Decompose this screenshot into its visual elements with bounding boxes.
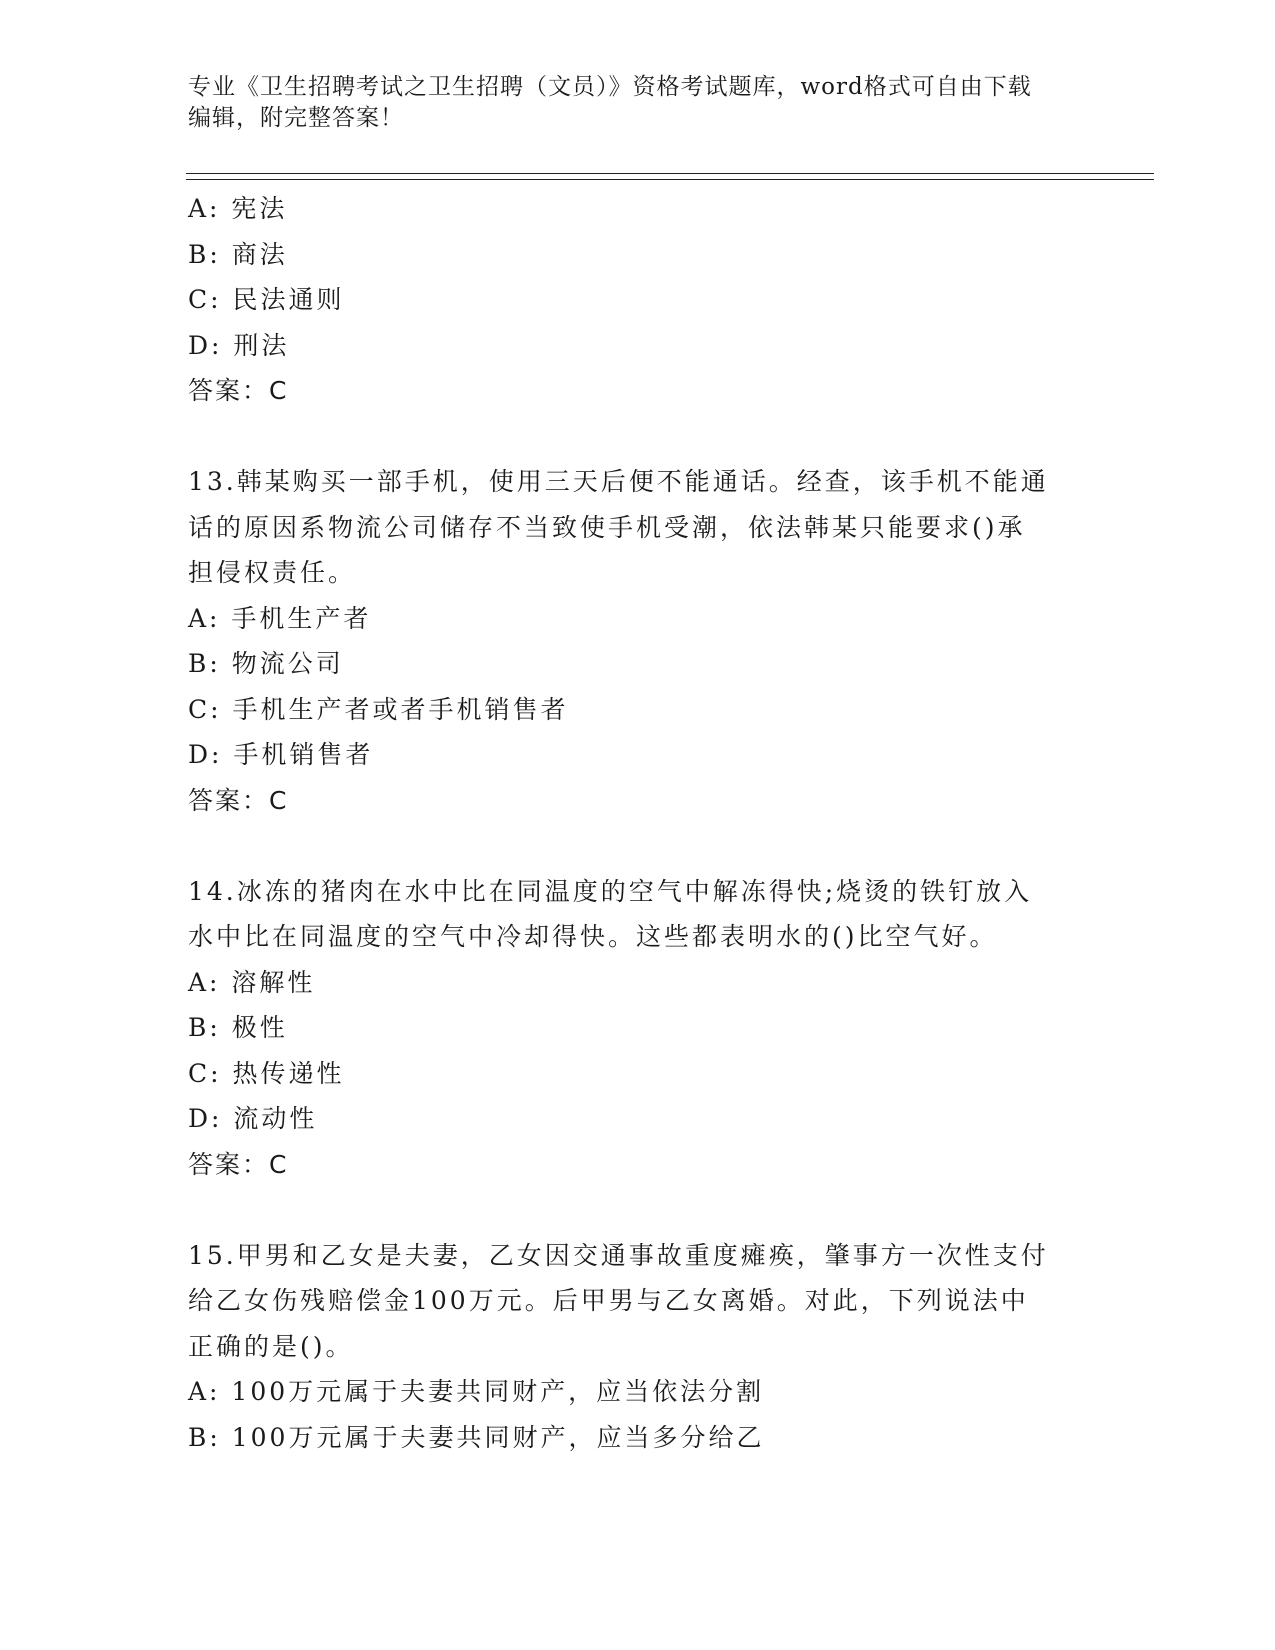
question-list bbox=[188, 186, 1088, 1460]
question-14-line-2: 水中比在同温度的空气中冷却得快。这些都表明水的()比空气好。 bbox=[188, 922, 998, 951]
question-13-block bbox=[188, 459, 1088, 824]
option-c: C: 手机生产者或者手机销售者 bbox=[188, 694, 569, 724]
document-header bbox=[188, 72, 1068, 134]
question-15-text bbox=[188, 1233, 1068, 1370]
question-spacer bbox=[188, 414, 1088, 459]
question-15-block bbox=[188, 1233, 1088, 1461]
question-13-line-2: 话的原因系物流公司储存不当致使手机受潮，依法韩某只能要求()承 bbox=[188, 512, 1026, 542]
option-b: B: 100万元属于夫妻共同财产，应当多分给乙 bbox=[188, 1422, 765, 1452]
question-15-line-2: 给乙女伤残赔偿金100万元。后甲男与乙女离婚。对此，下列说法中 bbox=[188, 1286, 1029, 1315]
option-b: B: 商法 bbox=[188, 239, 288, 269]
question-spacer bbox=[188, 824, 1088, 869]
option-b: B: 极性 bbox=[188, 1013, 288, 1042]
option-d: D: 手机销售者 bbox=[188, 740, 374, 769]
option-a: A: 100万元属于夫妻共同财产，应当依法分割 bbox=[188, 1377, 765, 1406]
question-14-text bbox=[188, 869, 1068, 960]
option-a: A: 宪法 bbox=[188, 194, 288, 223]
option-b: B: 物流公司 bbox=[188, 649, 344, 678]
header-divider-bottom bbox=[186, 179, 1154, 180]
header-divider-top bbox=[186, 173, 1154, 174]
answer-line: 答案：C bbox=[188, 785, 289, 815]
answer-line: 答案：C bbox=[188, 1149, 289, 1179]
question-14-line-1: 14.冰冻的猪肉在水中比在同温度的空气中解冻得快;烧烫的铁钉放入 bbox=[188, 876, 1033, 906]
answer-line: 答案：C bbox=[188, 376, 289, 405]
option-a: A: 手机生产者 bbox=[188, 603, 372, 633]
header-line-1: 专业《卫生招聘考试之卫生招聘（文员）》资格考试题库，word格式可自由下载 bbox=[188, 74, 1032, 100]
question-12-block bbox=[188, 186, 1088, 414]
option-c: C: 民法通则 bbox=[188, 285, 345, 314]
question-15-line-3: 正确的是()。 bbox=[188, 1331, 354, 1361]
option-d: D: 刑法 bbox=[188, 330, 290, 360]
question-14-block bbox=[188, 869, 1088, 1188]
header-line-2: 编辑，附完整答案！ bbox=[188, 105, 404, 131]
option-d: D: 流动性 bbox=[188, 1104, 318, 1133]
question-13-text bbox=[188, 459, 1068, 596]
question-15-line-1: 15.甲男和乙女是夫妻，乙女因交通事故重度瘫痪，肇事方一次性支付 bbox=[188, 1240, 1049, 1270]
option-a: A: 溶解性 bbox=[188, 967, 316, 997]
option-c: C: 热传递性 bbox=[188, 1058, 345, 1088]
question-13-line-1: 13.韩某购买一部手机，使用三天后便不能通话。经查，该手机不能通 bbox=[188, 467, 1049, 496]
question-spacer bbox=[188, 1188, 1088, 1233]
question-13-line-3: 担侵权责任。 bbox=[188, 558, 357, 587]
